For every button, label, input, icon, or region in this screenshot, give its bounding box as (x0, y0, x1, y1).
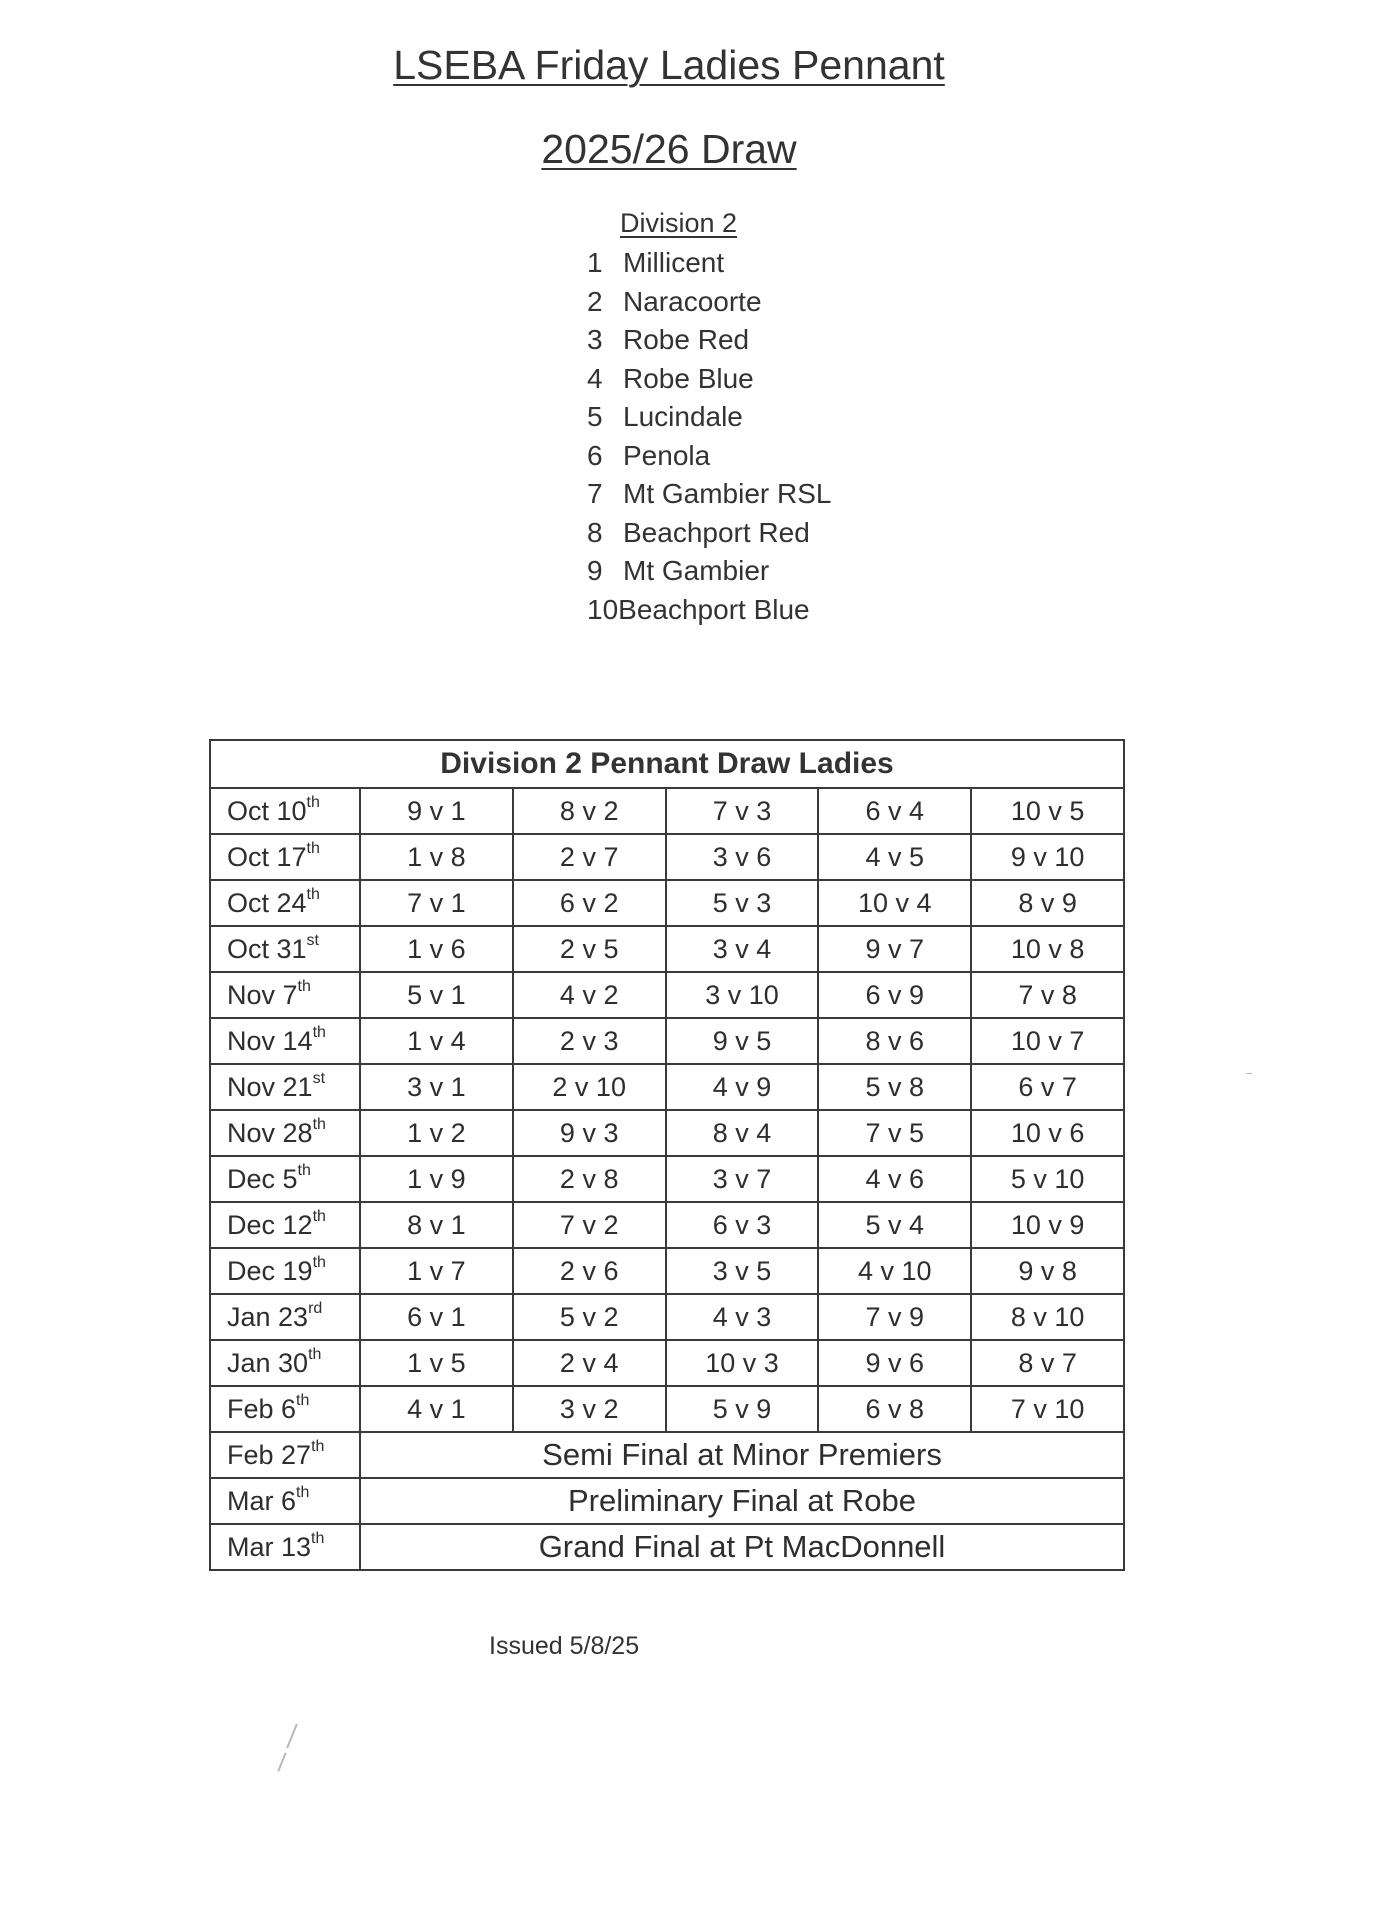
match-cell: 4 v 2 (513, 972, 666, 1018)
round-date (210, 1202, 360, 1248)
match-cell: 10 v 9 (971, 1202, 1124, 1248)
match-cell: 5 v 1 (360, 972, 513, 1018)
round-date (210, 1156, 360, 1202)
round-date (210, 1064, 360, 1110)
match-cell: 8 v 4 (666, 1110, 819, 1156)
match-cell: 9 v 3 (513, 1110, 666, 1156)
round-row (210, 1156, 1124, 1202)
match-cell: 10 v 7 (971, 1018, 1124, 1064)
team-name: Beachport Blue (618, 593, 810, 625)
round-date-text: Nov 21 (227, 1071, 313, 1102)
match-cell: 1 v 7 (360, 1248, 513, 1294)
team-item (587, 360, 832, 399)
match-cell: 4 v 10 (818, 1248, 971, 1294)
round-date (210, 926, 360, 972)
team-item (587, 514, 832, 553)
match-cell: 3 v 4 (666, 926, 819, 972)
final-date (210, 1524, 360, 1570)
match-cell: 5 v 8 (818, 1064, 971, 1110)
team-name: Mt Gambier (623, 555, 770, 586)
final-event: Preliminary Final at Robe (360, 1478, 1124, 1524)
match-cell: 4 v 5 (818, 834, 971, 880)
round-row (210, 1202, 1124, 1248)
match-cell: 6 v 2 (513, 880, 666, 926)
round-date-text: Dec 19 (227, 1255, 313, 1286)
match-cell: 2 v 3 (513, 1018, 666, 1064)
round-date (210, 880, 360, 926)
final-date-suffix: th (311, 1529, 325, 1547)
table-title: Division 2 Pennant Draw Ladies (210, 740, 1124, 788)
round-row (210, 1018, 1124, 1064)
match-cell: 1 v 6 (360, 926, 513, 972)
document-subtitle: 2025/26 Draw (541, 126, 797, 172)
final-date-text: Mar 6 (227, 1485, 297, 1516)
match-cell: 5 v 3 (666, 880, 819, 926)
scan-mark (277, 1752, 286, 1771)
round-row (210, 1064, 1124, 1110)
issued-date: Issued 5/8/25 (489, 1632, 640, 1660)
document-title: LSEBA Friday Ladies Pennant (393, 42, 945, 88)
round-date-suffix: th (306, 839, 320, 857)
match-cell: 8 v 10 (971, 1294, 1124, 1340)
scan-mark (1246, 1073, 1252, 1074)
team-item (587, 591, 832, 630)
round-date-suffix: th (296, 1391, 310, 1409)
final-row (210, 1478, 1124, 1524)
team-number: 1 (587, 247, 603, 278)
team-number: 9 (587, 555, 603, 586)
team-item (587, 552, 832, 591)
match-cell: 9 v 6 (818, 1340, 971, 1386)
match-cell: 8 v 1 (360, 1202, 513, 1248)
team-list (587, 244, 832, 629)
round-date-suffix: rd (308, 1299, 323, 1317)
team-number: 2 (587, 285, 603, 317)
scan-mark (286, 1724, 298, 1749)
match-cell: 2 v 10 (513, 1064, 666, 1110)
round-date (210, 1294, 360, 1340)
match-cell: 9 v 10 (971, 834, 1124, 880)
match-cell: 7 v 8 (971, 972, 1124, 1018)
team-number: 7 (587, 478, 603, 509)
match-cell: 7 v 5 (818, 1110, 971, 1156)
match-cell: 10 v 5 (971, 788, 1124, 834)
match-cell: 3 v 7 (666, 1156, 819, 1202)
team-name: Lucindale (623, 401, 743, 432)
division-heading: Division 2 (620, 208, 738, 238)
round-date-suffix: th (312, 1207, 326, 1225)
final-date-suffix: th (311, 1437, 325, 1455)
match-cell: 3 v 6 (666, 834, 819, 880)
final-date-suffix: th (296, 1483, 310, 1501)
match-cell: 10 v 4 (818, 880, 971, 926)
round-date-text: Nov 7 (227, 979, 298, 1010)
round-date (210, 972, 360, 1018)
team-item (587, 475, 832, 514)
match-cell: 6 v 9 (818, 972, 971, 1018)
match-cell: 6 v 4 (818, 788, 971, 834)
round-date-text: Jan 23 (227, 1301, 309, 1332)
team-item (587, 398, 832, 437)
match-cell: 3 v 1 (360, 1064, 513, 1110)
match-cell: 4 v 6 (818, 1156, 971, 1202)
round-date-suffix: th (306, 885, 320, 903)
round-row (210, 1386, 1124, 1432)
round-row (210, 972, 1124, 1018)
round-row (210, 1248, 1124, 1294)
final-date (210, 1478, 360, 1524)
round-date-text: Nov 14 (227, 1025, 313, 1056)
match-cell: 4 v 1 (360, 1386, 513, 1432)
final-row (210, 1432, 1124, 1478)
round-date (210, 1340, 360, 1386)
team-name: Robe Blue (623, 362, 754, 394)
round-date-text: Dec 5 (227, 1163, 298, 1194)
team-name: Mt Gambier RSL (623, 478, 832, 509)
match-cell: 7 v 3 (666, 788, 819, 834)
match-cell: 3 v 5 (666, 1248, 819, 1294)
match-cell: 1 v 9 (360, 1156, 513, 1202)
team-item (587, 244, 832, 283)
match-cell: 5 v 9 (666, 1386, 819, 1432)
round-date-suffix: th (312, 1253, 326, 1271)
team-number: 3 (587, 324, 603, 355)
team-number: 10 (587, 593, 619, 625)
final-event: Grand Final at Pt MacDonnell (360, 1524, 1124, 1570)
match-cell: 7 v 1 (360, 880, 513, 926)
match-cell: 2 v 4 (513, 1340, 666, 1386)
match-cell: 1 v 4 (360, 1018, 513, 1064)
round-row (210, 1110, 1124, 1156)
team-number: 4 (587, 362, 603, 394)
match-cell: 10 v 8 (971, 926, 1124, 972)
round-row (210, 880, 1124, 926)
final-date-text: Mar 13 (227, 1531, 312, 1562)
round-date-text: Jan 30 (227, 1347, 309, 1378)
round-date (210, 1018, 360, 1064)
match-cell: 9 v 8 (971, 1248, 1124, 1294)
match-cell: 8 v 2 (513, 788, 666, 834)
match-cell: 2 v 8 (513, 1156, 666, 1202)
team-item (587, 321, 832, 360)
round-date-text: Oct 17 (227, 841, 307, 872)
match-cell: 5 v 2 (513, 1294, 666, 1340)
draw-body (210, 788, 1124, 1570)
match-cell: 7 v 10 (971, 1386, 1124, 1432)
round-date-text: Nov 28 (227, 1117, 313, 1148)
match-cell: 5 v 10 (971, 1156, 1124, 1202)
round-date-text: Oct 10 (227, 795, 307, 826)
round-date-suffix: th (312, 1023, 326, 1041)
final-event: Semi Final at Minor Premiers (360, 1432, 1124, 1478)
round-date-text: Oct 24 (227, 887, 307, 918)
round-date-suffix: th (306, 793, 320, 811)
match-cell: 6 v 7 (971, 1064, 1124, 1110)
match-cell: 1 v 5 (360, 1340, 513, 1386)
match-cell: 2 v 7 (513, 834, 666, 880)
round-date-suffix: th (308, 1345, 322, 1363)
team-name: Naracoorte (623, 285, 762, 317)
match-cell: 8 v 6 (818, 1018, 971, 1064)
match-cell: 10 v 3 (666, 1340, 819, 1386)
round-date-suffix: st (312, 1069, 326, 1087)
round-date (210, 788, 360, 834)
round-date-text: Feb 6 (227, 1393, 297, 1424)
round-date-suffix: th (297, 977, 311, 995)
match-cell: 3 v 2 (513, 1386, 666, 1432)
final-date (210, 1432, 360, 1478)
round-date-suffix: th (312, 1115, 326, 1133)
round-row (210, 834, 1124, 880)
match-cell: 7 v 9 (818, 1294, 971, 1340)
final-date-text: Feb 27 (227, 1439, 312, 1470)
round-date (210, 834, 360, 880)
match-cell: 4 v 3 (666, 1294, 819, 1340)
match-cell: 2 v 6 (513, 1248, 666, 1294)
round-date-suffix: st (306, 931, 319, 949)
team-name: Penola (623, 439, 711, 471)
round-date-suffix: th (297, 1161, 311, 1179)
round-row (210, 1294, 1124, 1340)
round-date (210, 1248, 360, 1294)
match-cell: 6 v 1 (360, 1294, 513, 1340)
match-cell: 9 v 1 (360, 788, 513, 834)
match-cell: 9 v 7 (818, 926, 971, 972)
round-row (210, 1340, 1124, 1386)
round-date-text: Dec 12 (227, 1209, 313, 1240)
match-cell: 8 v 9 (971, 880, 1124, 926)
team-name: Robe Red (623, 324, 750, 355)
draw-table (209, 739, 1125, 1571)
round-date-text: Oct 31 (227, 933, 307, 964)
team-number: 8 (587, 516, 603, 548)
round-date (210, 1110, 360, 1156)
round-row (210, 788, 1124, 834)
final-row (210, 1524, 1124, 1570)
match-cell: 5 v 4 (818, 1202, 971, 1248)
team-name: Beachport Red (623, 516, 810, 548)
team-number: 6 (587, 439, 603, 471)
match-cell: 7 v 2 (513, 1202, 666, 1248)
table-title-row (210, 740, 1124, 788)
round-row (210, 926, 1124, 972)
match-cell: 1 v 8 (360, 834, 513, 880)
match-cell: 8 v 7 (971, 1340, 1124, 1386)
round-date (210, 1386, 360, 1432)
match-cell: 6 v 8 (818, 1386, 971, 1432)
match-cell: 2 v 5 (513, 926, 666, 972)
team-item (587, 437, 832, 476)
team-name: Millicent (623, 247, 725, 278)
match-cell: 9 v 5 (666, 1018, 819, 1064)
team-number: 5 (587, 401, 603, 432)
team-item (587, 283, 832, 322)
match-cell: 4 v 9 (666, 1064, 819, 1110)
match-cell: 1 v 2 (360, 1110, 513, 1156)
match-cell: 10 v 6 (971, 1110, 1124, 1156)
match-cell: 3 v 10 (666, 972, 819, 1018)
match-cell: 6 v 3 (666, 1202, 819, 1248)
